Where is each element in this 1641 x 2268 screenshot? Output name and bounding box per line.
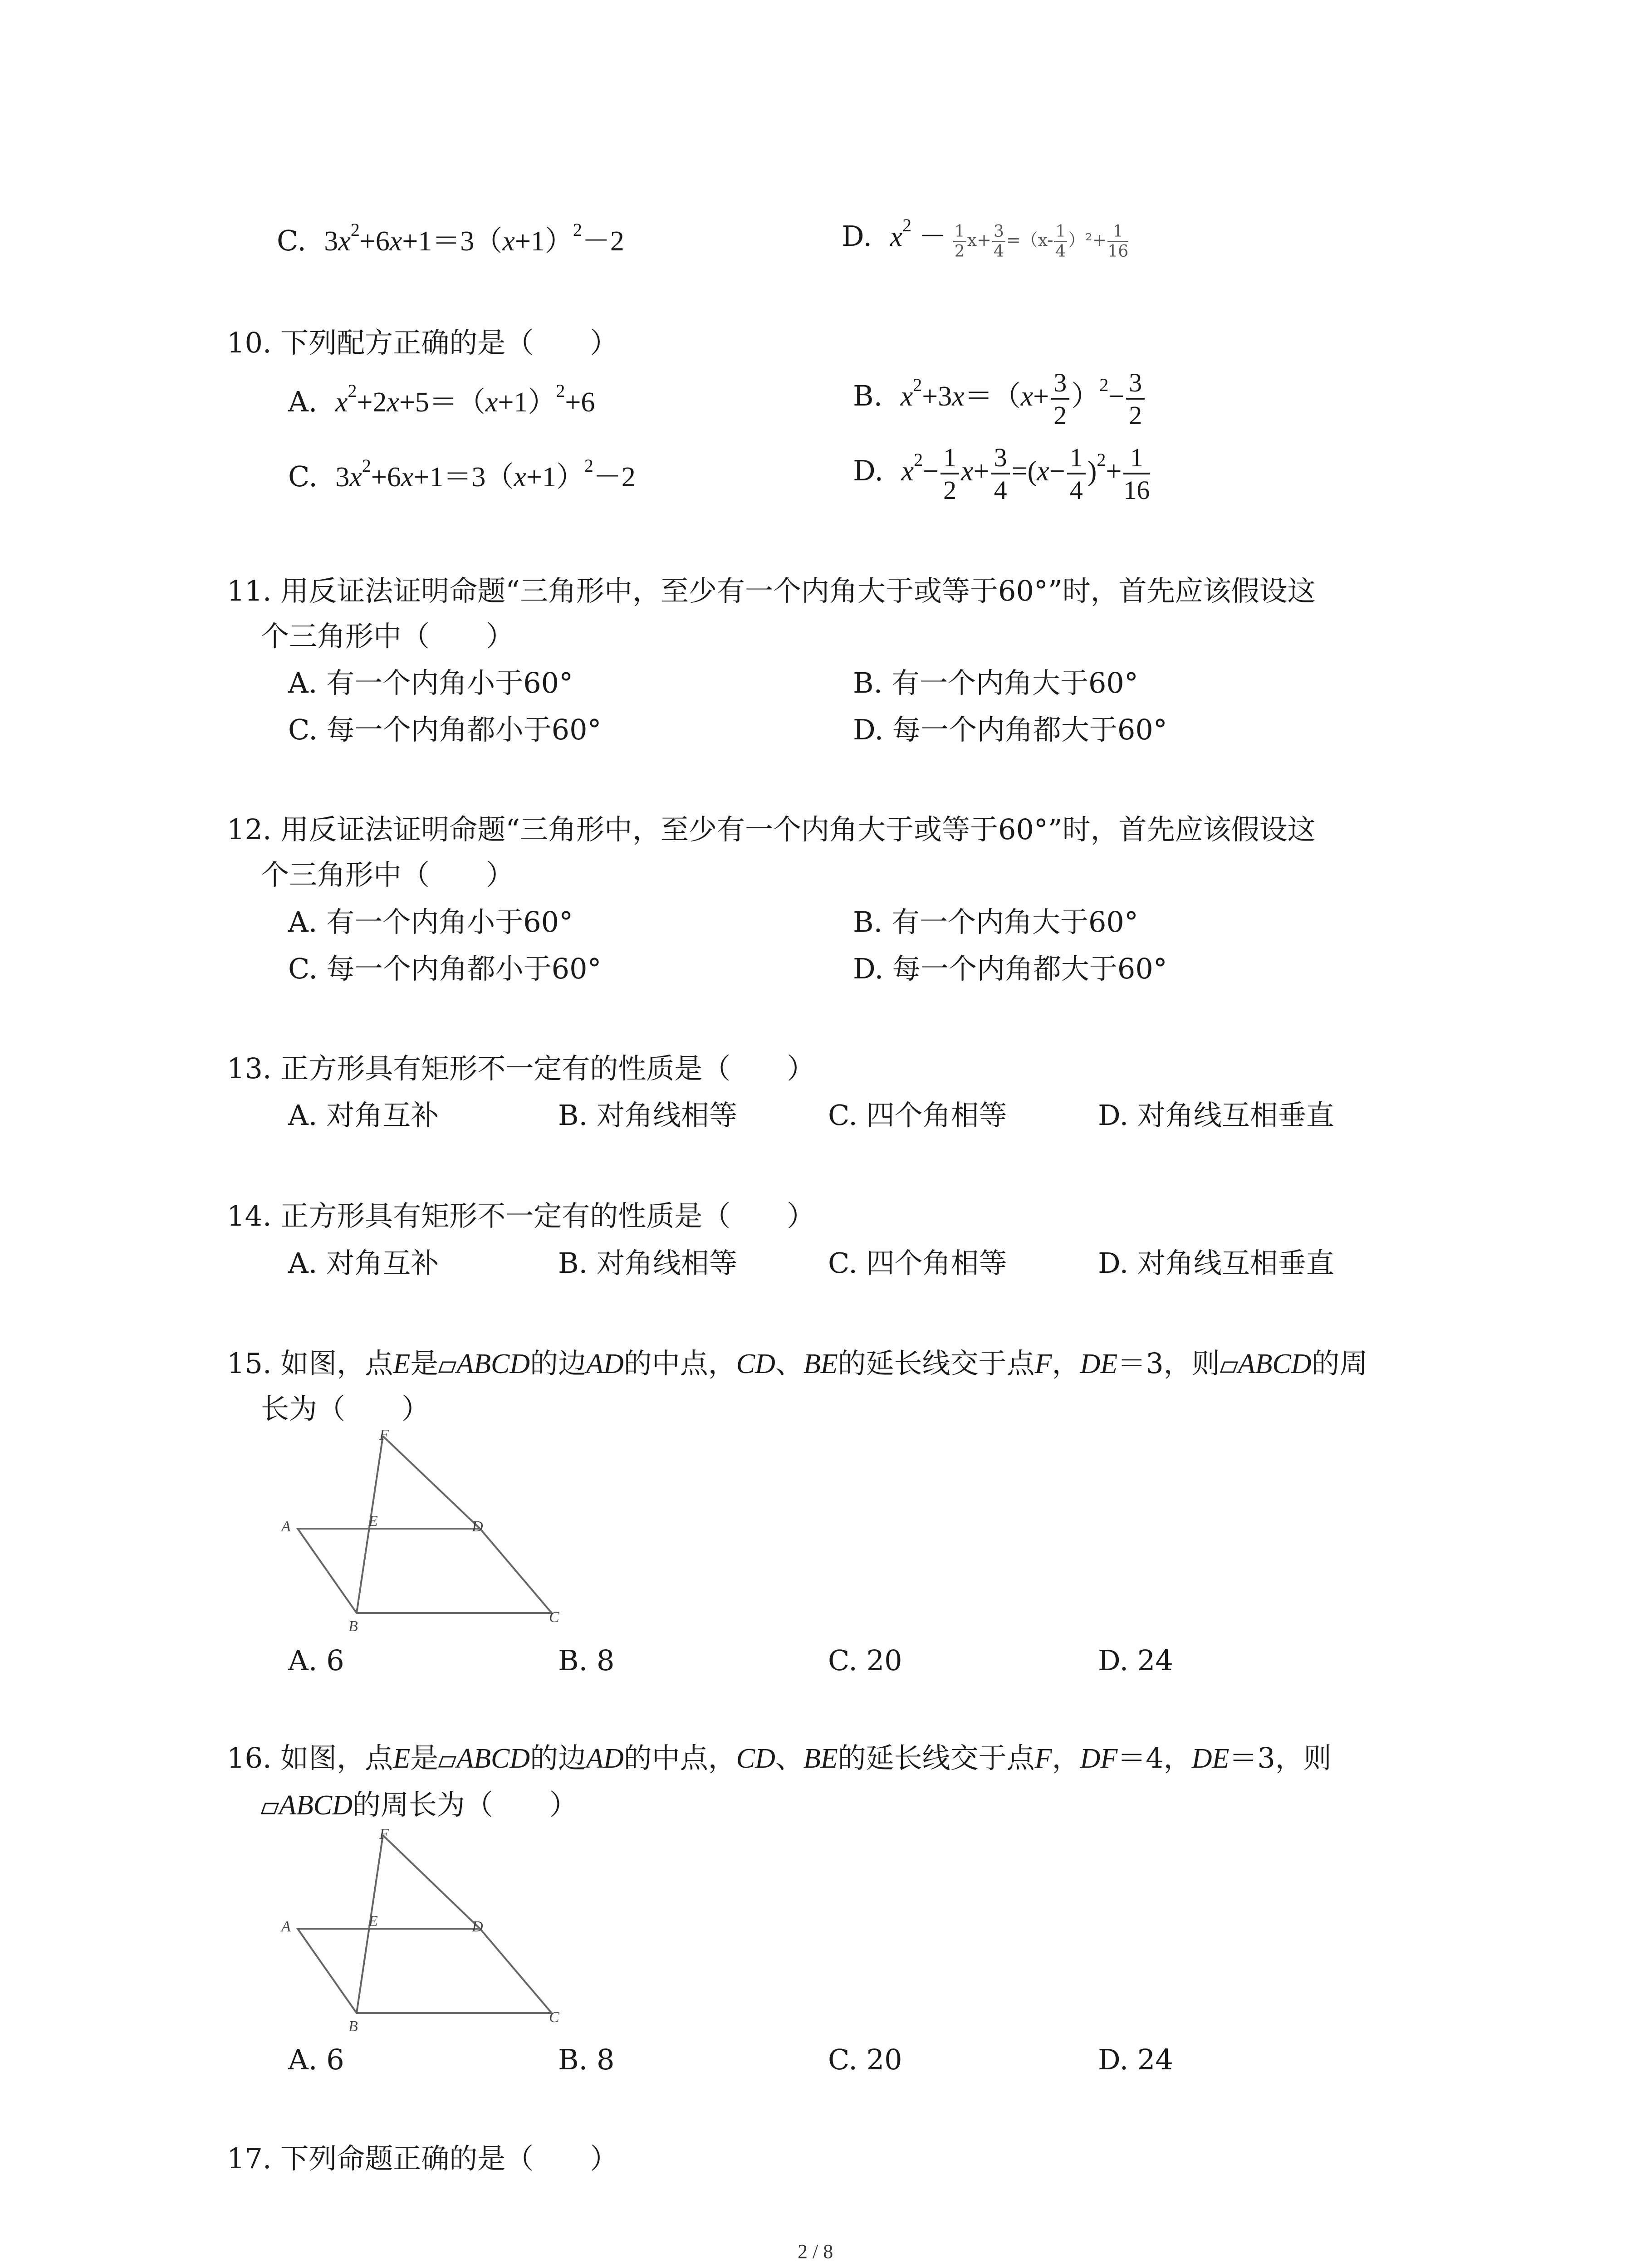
q15-option-d: D. 24: [1098, 1644, 1173, 1677]
q12-option-d: D. 每一个内角都大于60°: [853, 952, 1167, 985]
q16-option-a: A. 6: [288, 2043, 344, 2076]
page-number: 2 / 8: [798, 2240, 833, 2263]
q15-stem-line2: 长为（ ）: [261, 1392, 430, 1425]
q16-stem-line1: 16. 如图，点E是 ABCD的边AD的中点，CD、BE的延长线交于点F，DF＝4，DE＝3，则: [227, 1741, 1332, 1774]
q15-option-c: C. 20: [828, 1644, 902, 1677]
label-b: B: [348, 1618, 358, 1635]
label-f: F: [379, 1429, 389, 1443]
label-a: A: [281, 1918, 291, 1935]
parallelogram-icon: [1220, 1360, 1238, 1374]
q15-option-b: B. 8: [558, 1644, 615, 1677]
q11-stem-line2: 个三角形中（ ）: [261, 620, 514, 653]
q14-option-a: A. 对角互补: [288, 1246, 439, 1280]
q10-option-b: B. $x^2+3x=(x+$ $\frac{3}{2}$ ）$^2$− $\frac{3}{2}$: [853, 370, 1146, 429]
q15-option-a: A. 6: [288, 1644, 344, 1677]
parallelogram-icon: [438, 1755, 456, 1769]
q12-option-c: C. 每一个内角都小于60°: [288, 952, 602, 985]
q10-option-a: A. $x^2+2x+5=(x+1)^2+6$: [288, 381, 595, 418]
label-e: E: [368, 1913, 378, 1930]
q13-option-d: D. 对角线互相垂直: [1098, 1099, 1334, 1132]
label-b: B: [348, 2018, 358, 2035]
q9-option-c: C. $3x^2+6x+1=3(x+1)^2-2$: [277, 220, 624, 257]
parallelogram-icon: [261, 1802, 279, 1815]
q12-option-a: A. 有一个内角小于60°: [288, 905, 573, 938]
q10-stem: 10. 下列配方正确的是（ ）: [227, 326, 618, 359]
q9-option-d: D. $x^2$ － $\frac{1}{2}$ x+ $\frac{3}{4}$ =（x- $\frac{1}{4}$ ）²+ $\frac{1}{16}$: [842, 215, 1129, 261]
label-a: A: [281, 1518, 291, 1535]
q10-option-c: C. $3x^2+6x+1=3(x+1)^2-2$: [288, 455, 636, 493]
q16-option-c: C. 20: [828, 2043, 902, 2076]
label-d: D: [472, 1518, 483, 1535]
q14-option-b: B. 对角线相等: [558, 1246, 737, 1280]
q17-stem: 17. 下列命题正确的是（ ）: [227, 2142, 618, 2175]
q13-option-a: A. 对角互补: [288, 1099, 439, 1132]
label-f: F: [379, 1828, 389, 1843]
q16-stem-line2: ABCD的周长为（ ）: [261, 1791, 578, 1819]
q13-stem: 13. 正方形具有矩形不一定有的性质是（ ）: [227, 1052, 815, 1085]
parallelogram-icon: [438, 1360, 456, 1374]
q14-option-c: C. 四个角相等: [828, 1246, 1007, 1280]
q16-option-d: D. 24: [1098, 2043, 1173, 2076]
q13-option-b: B. 对角线相等: [558, 1099, 737, 1132]
q12-stem-line1: 12. 用反证法证明命题“三角形中，至少有一个内角大于或等于60°”时，首先应该假设这: [227, 813, 1316, 846]
q15-stem-line1: 15. 如图，点E是 ABCD的边AD的中点，CD、BE的延长线交于点F，DE＝3，则 ABCD的周: [227, 1347, 1368, 1380]
q16-figure: [272, 1828, 590, 2037]
q12-stem-line2: 个三角形中（ ）: [261, 858, 514, 891]
q14-option-d: D. 对角线互相垂直: [1098, 1246, 1334, 1280]
q11-stem-line1: 11. 用反证法证明命题“三角形中，至少有一个内角大于或等于60°”时，首先应该假设这: [227, 574, 1316, 607]
q12-option-b: B. 有一个内角大于60°: [853, 905, 1138, 938]
q11-option-b: B. 有一个内角大于60°: [853, 666, 1138, 699]
q11-option-c: C. 每一个内角都小于60°: [288, 713, 602, 746]
q16-option-b: B. 8: [558, 2043, 615, 2076]
label-d: D: [472, 1918, 483, 1935]
q15-figure: [272, 1429, 590, 1637]
label-c: C: [549, 2009, 559, 2026]
label-e: E: [368, 1513, 378, 1530]
label-c: C: [549, 1609, 559, 1626]
q13-option-c: C. 四个角相等: [828, 1099, 1007, 1132]
q11-option-d: D. 每一个内角都大于60°: [853, 713, 1167, 746]
q14-stem: 14. 正方形具有矩形不一定有的性质是（ ）: [227, 1199, 815, 1232]
q11-option-a: A. 有一个内角小于60°: [288, 666, 573, 699]
q10-option-d: D. $x^2-$ $\frac{1}{2}$ x+ $\frac{3}{4}$ =(x− $\frac{1}{4}$ )$^2$+ $\frac{1}{16}$: [853, 443, 1150, 505]
